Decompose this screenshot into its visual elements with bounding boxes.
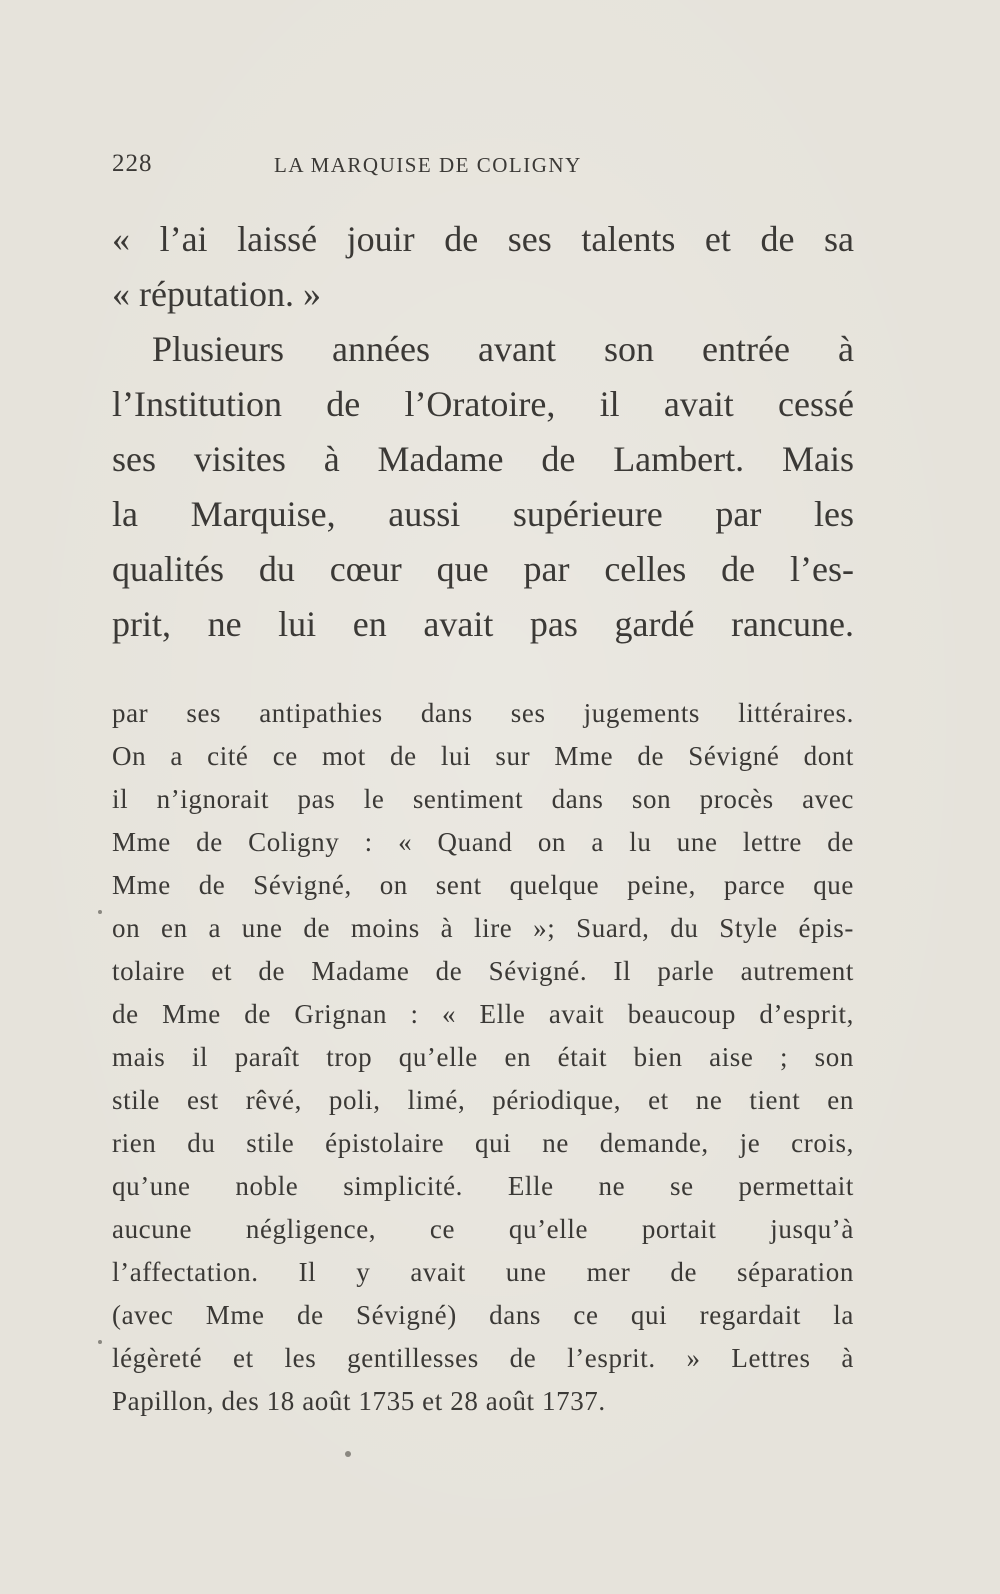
footnote-line: Mme de Sévigné, on sent quelque peine, parce que [112, 870, 854, 900]
main-text-line: qualités du cœur que par celles de l’es- [112, 549, 854, 589]
ink-speck [98, 1340, 102, 1344]
footnote-block [112, 692, 854, 1423]
footnote-line: légèreté et les gentillesses de l’esprit. » Lettres à [112, 1343, 854, 1373]
main-text-line: la Marquise, aussi supérieure par les [112, 494, 854, 534]
footnote-line: par ses antipathies dans ses jugements littéraires. [112, 698, 854, 728]
footnote-line: mais il paraît trop qu’elle en était bien aise ; son [112, 1042, 854, 1072]
main-text-line: l’Institution de l’Oratoire, il avait cessé [112, 384, 854, 424]
running-title: LA MARQUISE DE COLIGNY [274, 153, 582, 177]
main-text-line: « l’ai laissé jouir de ses talents et de sa [112, 219, 854, 259]
footnote-line: tolaire et de Madame de Sévigné. Il parle autrement [112, 956, 854, 986]
footnote-line: rien du stile épistolaire qui ne demande, je crois, [112, 1128, 854, 1158]
footnote-line: aucune négligence, ce qu’elle portait jusqu’à [112, 1214, 854, 1244]
footnote-line: Mme de Coligny : « Quand on a lu une lettre de [112, 827, 854, 857]
footnote-line: stile est rêvé, poli, limé, périodique, et ne tient en [112, 1085, 854, 1115]
main-text-line: Plusieurs années avant son entrée à [152, 329, 854, 369]
footnote-line: (avec Mme de Sévigné) dans ce qui regardait la [112, 1300, 854, 1330]
ink-speck [98, 910, 102, 914]
page-header [112, 150, 852, 186]
footnote-line: on en a une de moins à lire »; Suard, du Style épis- [112, 913, 854, 943]
footnote-line: il n’ignorait pas le sentiment dans son procès avec [112, 784, 854, 814]
main-text-line: « réputation. » [112, 274, 321, 314]
footnote-line: On a cité ce mot de lui sur Mme de Sévigné dont [112, 741, 854, 771]
main-text-block [112, 212, 854, 652]
footnote-line: qu’une noble simplicité. Elle ne se permettait [112, 1171, 854, 1201]
main-text-line: prit, ne lui en avait pas gardé rancune. [112, 604, 854, 644]
ink-speck [345, 1451, 351, 1457]
footnote-line: Papillon, des 18 août 1735 et 28 août 1737. [112, 1386, 606, 1416]
page-number: 228 [112, 150, 153, 177]
footnote-line: l’affectation. Il y avait une mer de séparation [112, 1257, 854, 1287]
main-text-line: ses visites à Madame de Lambert. Mais [112, 439, 854, 479]
footnote-line: de Mme de Grignan : « Elle avait beaucoup d’esprit, [112, 999, 854, 1029]
